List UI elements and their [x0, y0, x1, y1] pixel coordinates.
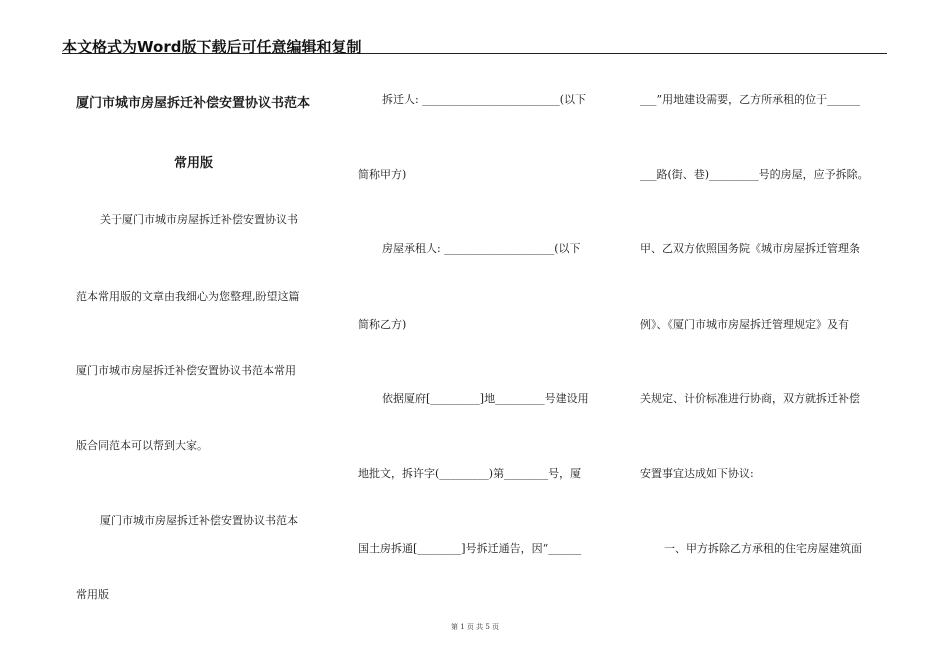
paragraph-line: 简称甲方)	[358, 168, 407, 181]
paragraph-line: ___路(街、巷)_________号的房屋，应予拆除。	[640, 168, 869, 181]
paragraph-line: 关规定、计价标准进行协商，双方就拆迁补偿	[640, 392, 860, 405]
document-title: 厦门市城市房屋拆迁补偿安置协议书范本	[76, 96, 311, 111]
paragraph-line: 简称乙方)	[358, 318, 407, 331]
paragraph-line: ___”用地建设需要，乙方所承租的位于______	[640, 93, 861, 106]
paragraph-line: 厦门市城市房屋拆迁补偿安置协议书范本	[100, 514, 298, 527]
paragraph-line: 国土房拆通[________]号拆迁通告，因“______	[358, 542, 582, 555]
paragraph-line: 版合同范本可以帮到大家。	[76, 439, 208, 452]
paragraph-line: 拆迁人: _________________________(以下	[382, 93, 586, 106]
paragraph-line: 厦门市城市房屋拆迁补偿安置协议书范本常用	[76, 364, 296, 377]
paragraph-line: 关于厦门市城市房屋拆迁补偿安置协议书	[100, 213, 298, 226]
header-divider	[62, 53, 887, 54]
paragraph-line: 一、甲方拆除乙方承租的住宅房屋建筑面	[664, 542, 862, 555]
paragraph-line: 安置事宜达成如下协议:	[640, 467, 754, 480]
paragraph-line: 房屋承租人: ____________________(以下	[382, 242, 581, 255]
paragraph-line: 地批文，拆许字(_________)第________号，厦	[358, 467, 582, 480]
paragraph-line: 常用版	[76, 588, 109, 601]
page-number: 第 1 页 共 5 页	[450, 623, 500, 631]
paragraph-line: 依据厦府[_________]地_________号建设用	[382, 392, 589, 405]
document-header: 本文格式为Word版下载后可任意编辑和复制	[62, 38, 362, 56]
paragraph-line: 甲、乙双方依照国务院《城市房屋拆迁管理条	[640, 242, 860, 255]
paragraph-line: 范本常用版的文章由我细心为您整理,盼望这篇	[76, 290, 300, 303]
document-subtitle: 常用版	[174, 156, 214, 171]
paragraph-line: 例》、《厦门市城市房屋拆迁管理规定》及有	[640, 318, 849, 331]
